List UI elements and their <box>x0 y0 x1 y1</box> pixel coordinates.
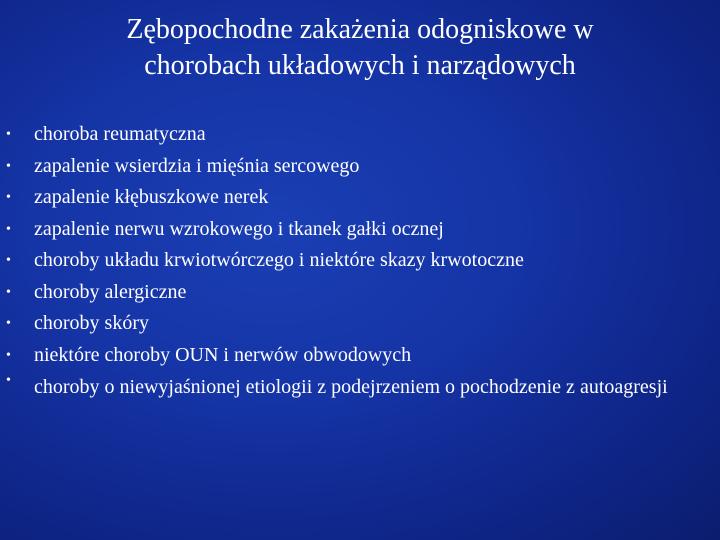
bullet-list <box>0 119 720 399</box>
slide-title-line-2: chorobach układowych i narządowych <box>144 50 576 81</box>
bullet-icon: • <box>6 127 11 142</box>
bullet-text: choroby skóry <box>34 312 149 334</box>
bullet-icon: • <box>6 158 11 174</box>
bullet-item <box>0 277 720 309</box>
bullet-item <box>0 214 720 246</box>
bullet-icon: • <box>6 347 11 363</box>
bullet-text: choroby układu krwiotwórczego i niektóre skazy krwotoczne <box>34 249 524 271</box>
bullet-text: choroba reumatyczna <box>34 123 206 145</box>
bullet-item <box>0 182 720 214</box>
bullet-text: zapalenie kłębuszkowe nerek <box>34 186 269 208</box>
bullet-item <box>0 340 720 372</box>
slide-title-line-1: Zębopochodne zakażenia odogniskowe w <box>126 14 594 45</box>
bullet-item <box>0 151 720 183</box>
slide-title <box>20 12 700 84</box>
bullet-icon: • <box>6 316 11 331</box>
bullet-text: choroby alergiczne <box>34 280 187 303</box>
bullet-icon: • <box>6 190 11 205</box>
bullet-text: choroby o niewyjaśnionej etiologii z podejrzeniem o pochodzenie z autoagresji <box>34 376 668 398</box>
bullet-text: zapalenie nerwu wzrokowego i tkanek gałki ocznej <box>34 217 444 240</box>
bullet-text: zapalenie wsierdzia i mięśnia sercowego <box>34 154 360 177</box>
bullet-text: niektóre choroby OUN i nerwów obwodowych <box>34 343 412 366</box>
bullet-item <box>0 119 720 151</box>
bullet-item <box>0 308 720 340</box>
bullet-item <box>0 245 720 277</box>
bullet-item <box>0 371 720 399</box>
bullet-icon: • <box>6 284 11 300</box>
bullet-icon: • <box>6 373 11 388</box>
bullet-icon: • <box>6 253 11 268</box>
bullet-icon: • <box>6 221 11 237</box>
